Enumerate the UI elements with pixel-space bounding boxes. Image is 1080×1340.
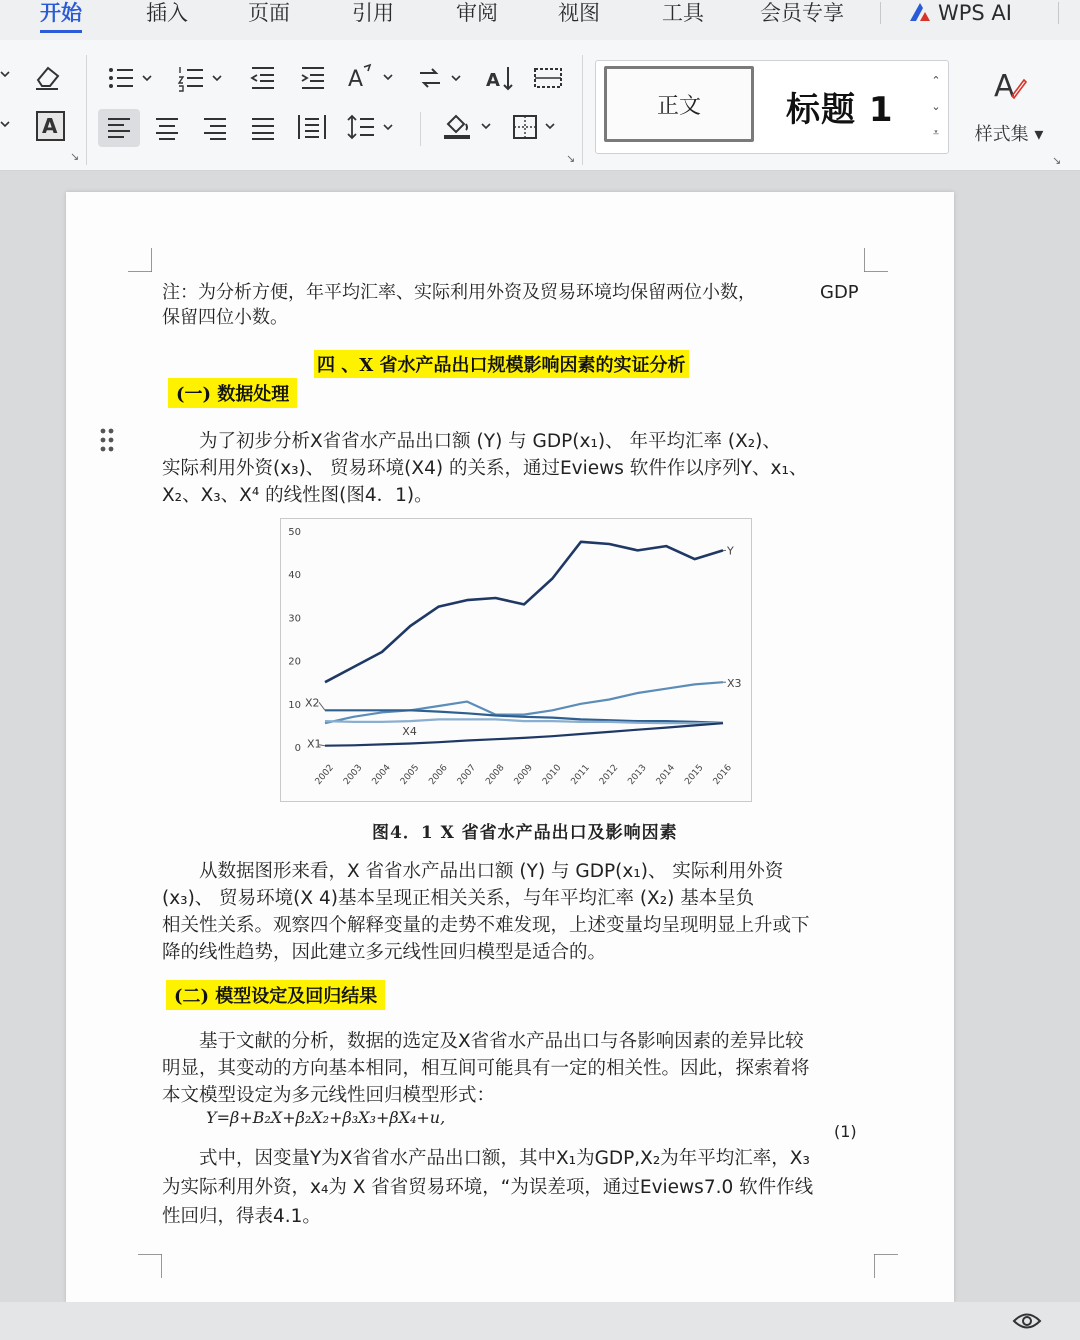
align-center-icon[interactable]	[152, 114, 182, 142]
eraser-icon[interactable]	[32, 62, 62, 92]
dropdown-chevron-icon[interactable]	[0, 64, 10, 84]
document-page[interactable]	[66, 192, 954, 1302]
styles-scroll-down-icon[interactable]: ⌄	[931, 100, 941, 113]
wps-ai-button[interactable]	[908, 0, 1012, 26]
x-tick-label: 2016	[711, 762, 735, 787]
status-bar	[0, 1302, 1080, 1340]
note-line-1-tail: GDP	[820, 282, 859, 303]
align-right-icon[interactable]	[200, 114, 230, 142]
x-tick-label: 2006	[427, 762, 450, 787]
tab-member[interactable]: 会员专享	[760, 1, 844, 25]
borders-icon[interactable]	[510, 112, 560, 142]
style-set-label: 样式集 ▾	[974, 124, 1044, 145]
tab-insert[interactable]: 插入	[146, 1, 188, 25]
shading-fill-icon[interactable]	[440, 110, 494, 142]
tab-view[interactable]: 视图	[558, 1, 600, 25]
series-label-x1: X1	[307, 737, 322, 751]
line-chart-frame	[280, 518, 752, 802]
wps-ai-label: WPS AI	[938, 1, 1012, 25]
styles-expand-icon[interactable]: ⩡	[932, 126, 940, 139]
tab-references[interactable]: 引用	[352, 1, 394, 25]
menu-separator	[880, 2, 881, 24]
paragraph-4-line: 性回归，得表4.1。	[162, 1206, 321, 1227]
drag-handle-icon[interactable]	[100, 428, 114, 454]
svg-text:A: A	[486, 70, 500, 91]
menu-bar	[0, 0, 1080, 40]
series-label-x3: X3	[727, 677, 742, 691]
paragraph-2-line: (x₃)、 贸易环境(X 4)基本呈现正相关关系，与年平均汇率 (X₂) 基本呈负	[162, 888, 755, 909]
text-direction-icon[interactable]	[346, 62, 396, 92]
y-tick-label: 0	[294, 743, 301, 754]
numbered-list-icon[interactable]	[176, 64, 222, 92]
show-hide-marks-icon[interactable]	[532, 64, 564, 92]
x-tick-label: 2015	[683, 762, 706, 787]
ribbon-group-separator	[86, 55, 87, 165]
font-group-expand-icon[interactable]: ↘	[70, 150, 80, 163]
character-shading-label: A	[42, 114, 58, 138]
paragraph-2-line: 相关性关系。观察四个解释变量的走势不难发现，上述变量均呈现明显上升或下	[162, 915, 810, 936]
note-line-2: 保留四位小数。	[162, 307, 288, 328]
paragraph-4-line: 为实际利用外资，x₄为 X 省省贸易环境，“为误差项，通过Eviews7.0 软件作线	[162, 1177, 814, 1198]
paragraph-1-line: 实际利用外资(x₃)、 贸易环境(X4) 的关系，通过Eviews 软件作以序列Y、x₁、	[162, 458, 808, 479]
y-tick-label: 20	[288, 656, 301, 668]
paragraph-2	[162, 858, 862, 966]
y-tick-label: 10	[288, 699, 301, 711]
x-tick-label: 2012	[597, 762, 621, 787]
paragraph-3	[162, 1028, 862, 1109]
crop-mark-bottom-right	[874, 1254, 898, 1278]
reading-mode-eye-icon[interactable]	[1012, 1310, 1042, 1336]
x-tick-label: 2003	[342, 762, 365, 787]
justify-icon[interactable]	[248, 114, 278, 142]
x-tick-label: 2004	[370, 762, 393, 787]
paragraph-1-line: X₂、X₃、X⁴ 的线性图(图4．1)。	[162, 485, 433, 506]
x-tick-label: 2014	[654, 762, 678, 787]
paragraph-4	[162, 1144, 862, 1231]
note-line-1: 注：为分析方便，年平均汇率、实际利用外资及贸易环境均保留两位小数，	[162, 282, 756, 303]
crop-mark-bottom-left	[138, 1254, 162, 1278]
paragraph-2-line: 从数据图形来看，X 省省水产品出口额 (Y) 与 GDP(x₁)、 实际利用外资	[162, 861, 784, 882]
tab-tools[interactable]: 工具	[662, 1, 704, 25]
x-tick-label: 2007	[455, 762, 479, 787]
x-tick-label: 2010	[541, 762, 564, 787]
style-set-icon	[992, 66, 1028, 106]
y-tick-label: 30	[288, 613, 301, 625]
crop-mark-top-right	[864, 248, 888, 272]
x-tick-label: 2009	[512, 762, 536, 787]
paragraph-1-line: 为了初步分析X省省水产品出口额 (Y) 与 GDP(x₁)、 年平均汇率 (X₂)、	[162, 431, 781, 452]
equation-number: (1)	[834, 1122, 857, 1141]
style-set-button[interactable]	[966, 60, 1052, 150]
line-spacing-icon[interactable]	[346, 112, 396, 142]
x-tick-label: 2008	[484, 762, 507, 787]
paragraph-3-line: 本文模型设定为多元线性回归模型形式：	[162, 1085, 496, 1106]
style-heading-1[interactable]: 标题 1	[786, 90, 894, 130]
tab-page[interactable]: 页面	[248, 1, 290, 25]
regression-formula: Y=β+B₂X+β₂X₂+β₃X₃+βX₄+u,	[206, 1108, 446, 1127]
series-line-x1	[325, 723, 723, 746]
paragraph-2-line: 降的线性趋势，因此建立多元线性回归模型是适合的。	[162, 942, 607, 963]
style-normal[interactable]: 正文	[604, 66, 754, 142]
subheading-model: (二) 模型设定及回归结果	[166, 980, 385, 1010]
ribbon-group-separator-2	[582, 55, 583, 165]
wps-ai-logo-icon	[908, 2, 932, 22]
figure-caption: 图4．1 X 省省水产品出口及影响因素	[372, 823, 678, 843]
styles-group-expand-icon[interactable]: ↘	[1052, 154, 1062, 167]
series-label-leader	[319, 702, 325, 710]
x-tick-label: 2011	[569, 762, 592, 787]
x-tick-label: 2005	[398, 762, 422, 787]
y-tick-label: 50	[288, 527, 301, 538]
styles-scroll-up-icon[interactable]: ⌃	[931, 74, 941, 87]
dropdown-chevron-icon-2[interactable]	[0, 114, 10, 134]
section-heading: 四 、X 省水产品出口规模影响因素的实证分析	[314, 350, 689, 378]
paragraph-3-line: 基于文献的分析，数据的选定及X省省水产品出口与各影响因素的差异比较	[162, 1031, 804, 1052]
svg-text:A: A	[348, 67, 364, 92]
paragraph-1	[162, 428, 862, 509]
series-label-y: Y	[727, 544, 734, 558]
increase-indent-icon[interactable]	[298, 64, 328, 92]
series-line-y	[325, 542, 723, 682]
line-chart	[281, 519, 751, 801]
styles-scroll	[926, 68, 946, 148]
tab-review[interactable]: 审阅	[456, 1, 498, 25]
align-left-icon[interactable]	[104, 114, 134, 142]
series-label-x2: X2	[305, 696, 320, 710]
crop-mark-top-left	[128, 248, 152, 272]
sort-swap-icon[interactable]	[416, 64, 466, 92]
tab-home[interactable]: 开始	[40, 1, 82, 25]
svg-text:A: A	[994, 69, 1015, 104]
paragraph-3-line: 明显，其变动的方向基本相同，相互间可能具有一定的相关性。因此，探索着将	[162, 1058, 810, 1079]
distributed-align-icon[interactable]	[296, 112, 328, 142]
x-tick-label: 2002	[313, 762, 337, 787]
series-label-x4: X4	[402, 725, 417, 739]
paragraph-group-expand-icon[interactable]: ↘	[566, 152, 576, 165]
sort-icon[interactable]	[486, 64, 518, 92]
y-tick-label: 40	[288, 570, 301, 582]
bullet-list-icon[interactable]	[106, 64, 152, 92]
subheading-data-processing: (一) 数据处理	[168, 378, 297, 408]
ribbon-inner-separator	[420, 112, 421, 146]
menu-separator-2	[1058, 2, 1059, 24]
x-tick-label: 2013	[626, 762, 649, 787]
paragraph-4-line: 式中，因变量Y为X省省水产品出口额，其中X₁为GDP,X₂为年平均汇率，X₃	[162, 1148, 810, 1169]
note-paragraph	[162, 280, 862, 330]
decrease-indent-icon[interactable]	[248, 64, 278, 92]
